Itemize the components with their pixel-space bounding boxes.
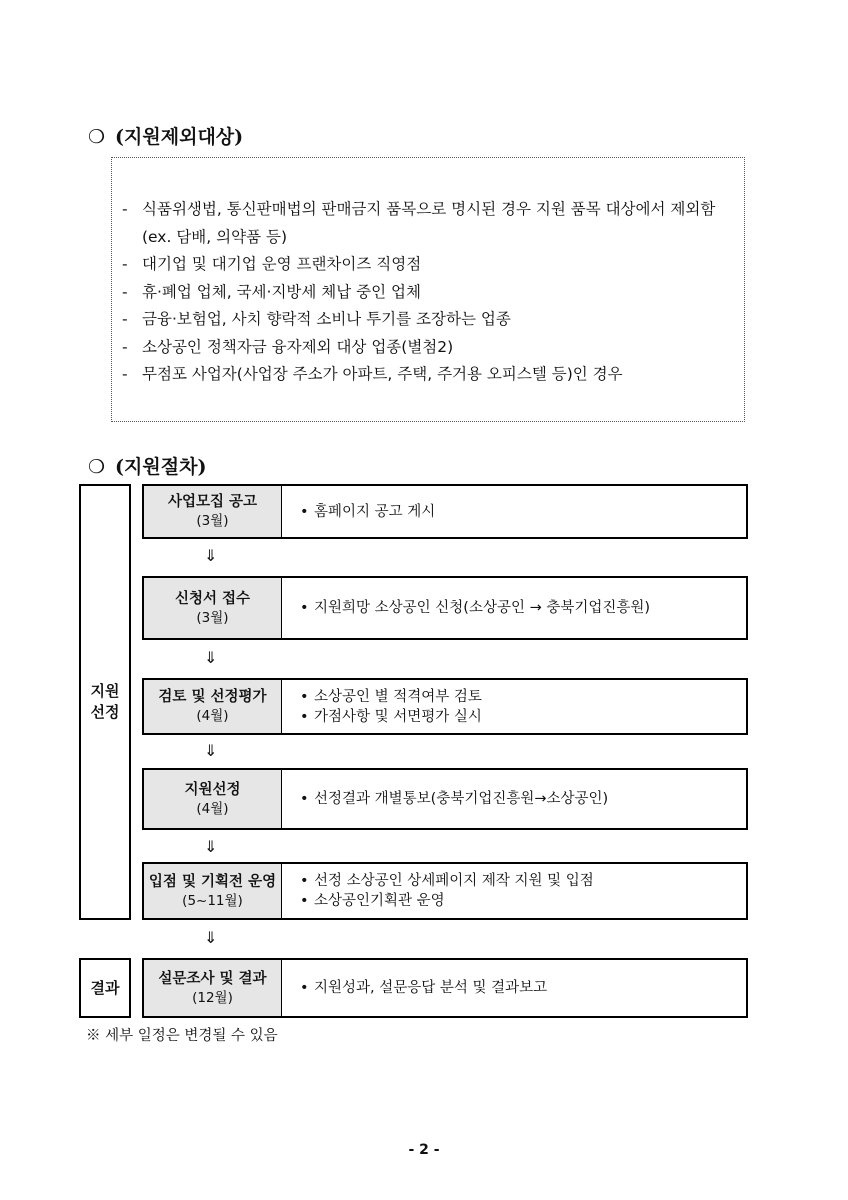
exclusion-heading bbox=[88, 122, 243, 149]
exclusion-item: - 휴·폐업 업체, 국세·지방세 체납 중인 업체 bbox=[122, 279, 738, 307]
exclusion-item: - 금융·보험업, 사치 향락적 소비나 투기를 조장하는 업종 bbox=[122, 306, 738, 334]
down-arrow-icon: ⇓ bbox=[204, 837, 218, 856]
step-name: 설문조사 및 결과 bbox=[158, 970, 267, 987]
step-header bbox=[144, 960, 282, 1016]
exclusion-item: - 소상공인 정책자금 융자제외 대상 업종(별첨2) bbox=[122, 334, 738, 362]
step-date: (4월) bbox=[196, 800, 229, 817]
group-label-result: 결과 bbox=[79, 958, 131, 1018]
down-arrow-icon: ⇓ bbox=[204, 546, 218, 565]
exclusion-title: (지원제외대상) bbox=[115, 126, 244, 148]
step-body bbox=[282, 680, 746, 733]
procedure-title: (지원절차) bbox=[115, 456, 207, 478]
step-item: • 홈페이지 공고 게시 bbox=[300, 502, 746, 522]
step-item: • 지원희망 소상공인 신청(소상공인 → 충북기업진흥원) bbox=[300, 598, 746, 618]
group-label-selection: 지원 선정 bbox=[79, 484, 131, 920]
exclusion-item: - 무점포 사업자(사업장 주소가 아파트, 주택, 주거용 오피스텔 등)인 경우 bbox=[122, 361, 738, 389]
procedure-heading bbox=[88, 452, 206, 479]
circle-bullet-icon: ❍ bbox=[88, 456, 106, 478]
procedure-step bbox=[142, 484, 748, 539]
step-body bbox=[282, 770, 746, 828]
step-header bbox=[144, 486, 282, 537]
exclusion-list bbox=[112, 158, 744, 389]
step-item: • 선정결과 개별통보(충북기업진흥원→소상공인) bbox=[300, 789, 746, 809]
step-body bbox=[282, 486, 746, 537]
step-header bbox=[144, 770, 282, 828]
schedule-note: ※ 세부 일정은 변경될 수 있음 bbox=[86, 1028, 278, 1044]
step-date: (4월) bbox=[196, 708, 229, 724]
step-item: • 선정 소상공인 상세페이지 제작 지원 및 입점 bbox=[300, 871, 746, 891]
procedure-step bbox=[142, 576, 748, 640]
step-name: 지원선정 bbox=[184, 781, 241, 798]
step-item: • 가점사항 및 서면평가 실시 bbox=[300, 707, 746, 727]
exclusion-box bbox=[111, 157, 745, 422]
procedure-step bbox=[142, 862, 748, 920]
exclusion-item: - 대기업 및 대기업 운영 프랜차이즈 직영점 bbox=[122, 251, 738, 279]
down-arrow-icon: ⇓ bbox=[204, 928, 218, 947]
step-header bbox=[144, 578, 282, 638]
step-name: 검토 및 선정평가 bbox=[158, 689, 267, 705]
page-number: - 2 - bbox=[408, 1142, 440, 1158]
procedure-step bbox=[142, 678, 748, 735]
step-date: (3월) bbox=[196, 513, 229, 529]
down-arrow-icon: ⇓ bbox=[204, 741, 218, 760]
exclusion-item: - 식품위생법, 통신판매법의 판매금지 품목으로 명시된 경우 지원 품목 대상에서 제외함(ex. 담배, 의약품 등) bbox=[122, 196, 738, 251]
step-item: • 지원성과, 설문응답 분석 및 결과보고 bbox=[300, 978, 746, 998]
step-body bbox=[282, 578, 746, 638]
step-date: (12월) bbox=[192, 989, 233, 1006]
procedure-step bbox=[142, 768, 748, 830]
circle-bullet-icon: ❍ bbox=[88, 126, 106, 148]
step-item: • 소상공인 별 적격여부 검토 bbox=[300, 687, 746, 707]
step-item: • 소상공인기획관 운영 bbox=[300, 891, 746, 911]
step-body bbox=[282, 960, 746, 1016]
step-header bbox=[144, 864, 282, 918]
step-body bbox=[282, 864, 746, 918]
step-name: 신청서 접수 bbox=[174, 590, 251, 607]
step-date: (5~11월) bbox=[182, 892, 243, 909]
step-name: 사업모집 공고 bbox=[167, 494, 258, 510]
procedure-step bbox=[142, 958, 748, 1018]
step-header bbox=[144, 680, 282, 733]
step-name: 입점 및 기획전 운영 bbox=[148, 873, 277, 890]
down-arrow-icon: ⇓ bbox=[204, 648, 218, 667]
step-date: (3월) bbox=[196, 609, 229, 626]
